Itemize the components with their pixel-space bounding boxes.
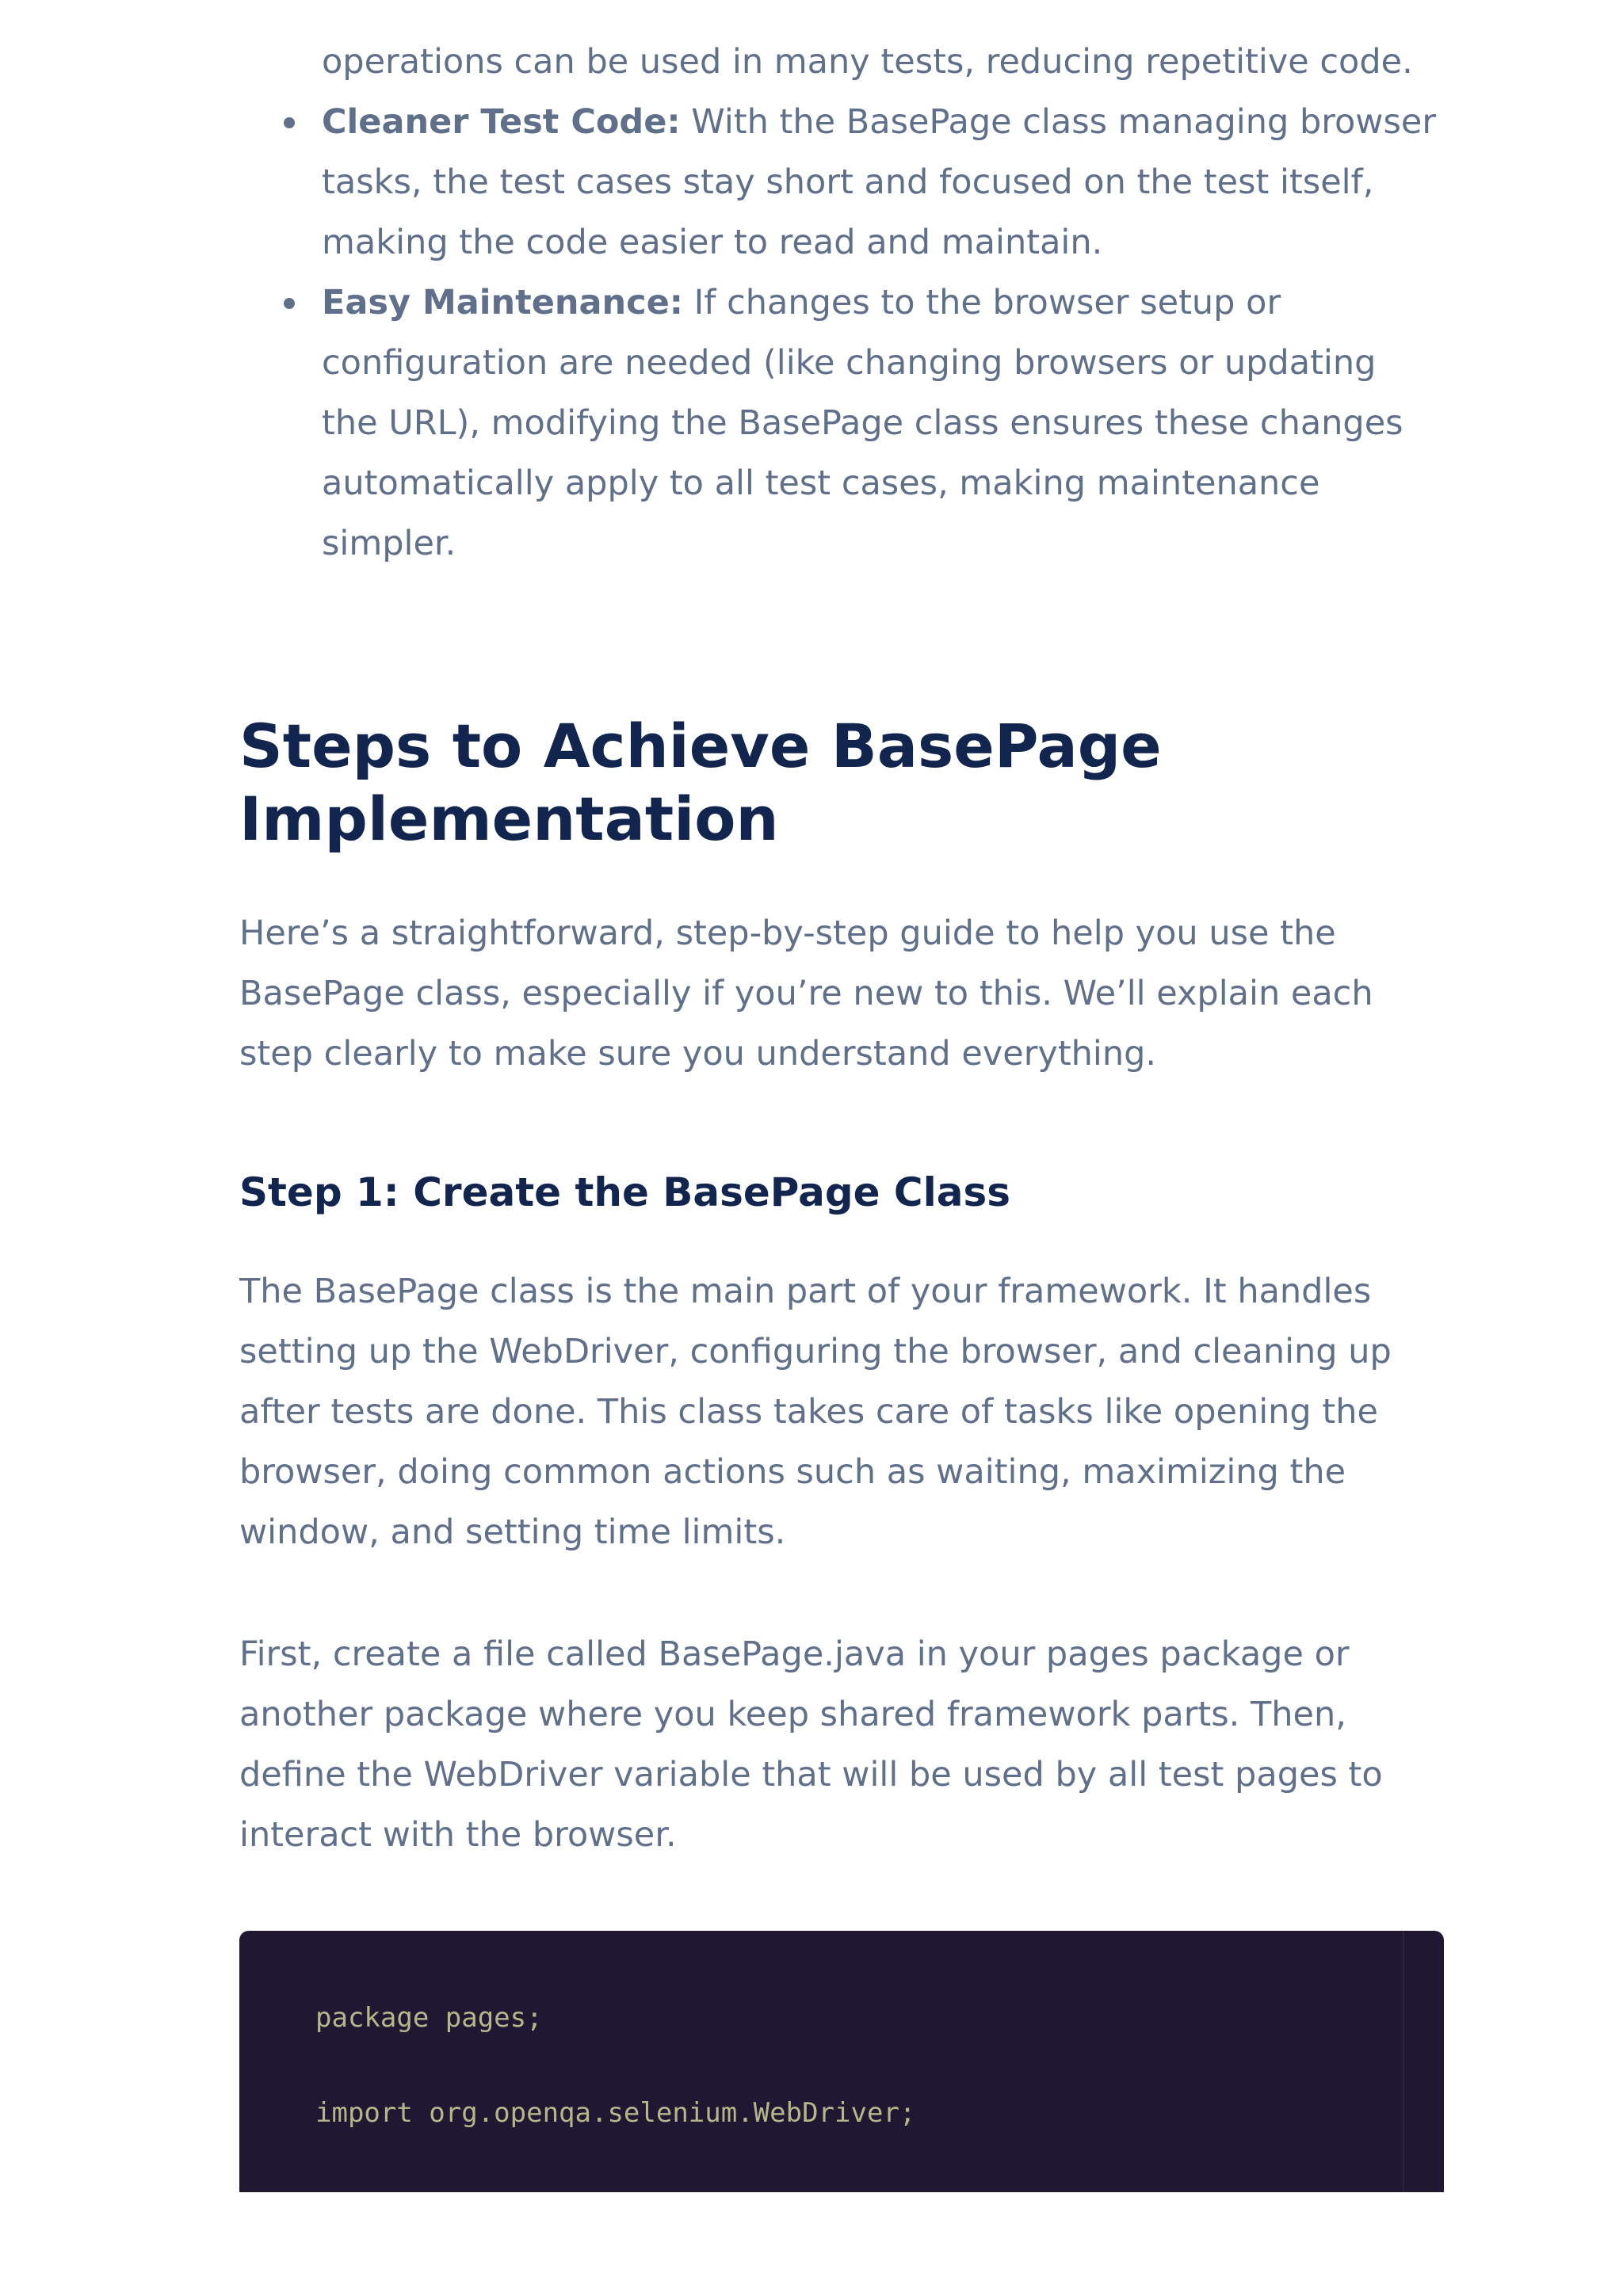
paragraph-line: interact with the browser. — [239, 1815, 677, 1855]
code-line: package pages; — [315, 2002, 543, 2034]
step-heading — [239, 1165, 1010, 1220]
step-title: Create the BasePage Class — [413, 1169, 1011, 1215]
paragraph-line: First, create a file called BasePage.java in your pages package or — [239, 1634, 1350, 1674]
paragraph-line: The BasePage class is the main part of your framework. It handles — [239, 1272, 1372, 1311]
paragraph-line: window, and setting time limits. — [239, 1512, 786, 1552]
step-prefix: Step 1: — [239, 1169, 414, 1215]
list-item-text: operations can be used in many tests, reducing repetitive code. — [322, 42, 1413, 82]
intro-paragraph — [239, 903, 1444, 1084]
list-item — [239, 92, 1444, 273]
paragraph-line: define the WebDriver variable that will be used by all test pages to — [239, 1755, 1383, 1794]
bullet-icon — [284, 117, 295, 128]
paragraph-line: browser, doing common actions such as waiting, maximizing the — [239, 1452, 1346, 1492]
bullet-icon — [284, 298, 295, 309]
list-item-text: With the BasePage class managing browser — [680, 102, 1437, 142]
paragraph-line: step clearly to make sure you understand everything. — [239, 1034, 1157, 1074]
step-paragraph — [239, 1624, 1444, 1865]
paragraph-line: another package where you keep shared framework parts. Then, — [239, 1695, 1346, 1734]
list-item-text: the URL), modifying the BasePage class ensures these changes — [322, 403, 1403, 443]
paragraph-line: after tests are done. This class takes care of tasks like opening the — [239, 1392, 1378, 1432]
code-scroll-area[interactable] — [239, 1931, 1404, 2192]
list-item-text: automatically apply to all test cases, making maintenance — [322, 463, 1320, 503]
list-item-title: Cleaner Test Code: — [322, 102, 681, 142]
list-item — [239, 273, 1444, 574]
section-heading-line: Implementation — [239, 784, 779, 854]
list-item — [239, 32, 1444, 92]
list-item-title: Easy Maintenance: — [322, 283, 683, 322]
benefits-list — [239, 42, 1444, 574]
section-heading — [239, 710, 1444, 856]
list-item-text: simpler. — [322, 524, 456, 563]
paragraph-line: BasePage class, especially if you’re new to this. We’ll explain each — [239, 974, 1373, 1013]
code-block[interactable] — [239, 1931, 1444, 2192]
section-heading-line: Steps to Achieve BasePage — [239, 711, 1162, 781]
list-item-text: tasks, the test cases stay short and focused on the test itself, — [322, 162, 1374, 202]
paragraph-line: Here’s a straightforward, step-by-step guide to help you use the — [239, 913, 1336, 953]
list-item-text: configuration are needed (like changing browsers or updating — [322, 343, 1377, 383]
list-item-text: making the code easier to read and maintain. — [322, 223, 1103, 262]
paragraph-line: setting up the WebDriver, configuring the browser, and cleaning up — [239, 1332, 1392, 1371]
list-item-text: If changes to the browser setup or — [682, 283, 1281, 322]
step-paragraph — [239, 1261, 1444, 1562]
code-line: import org.openqa.selenium.WebDriver; — [315, 2097, 916, 2129]
